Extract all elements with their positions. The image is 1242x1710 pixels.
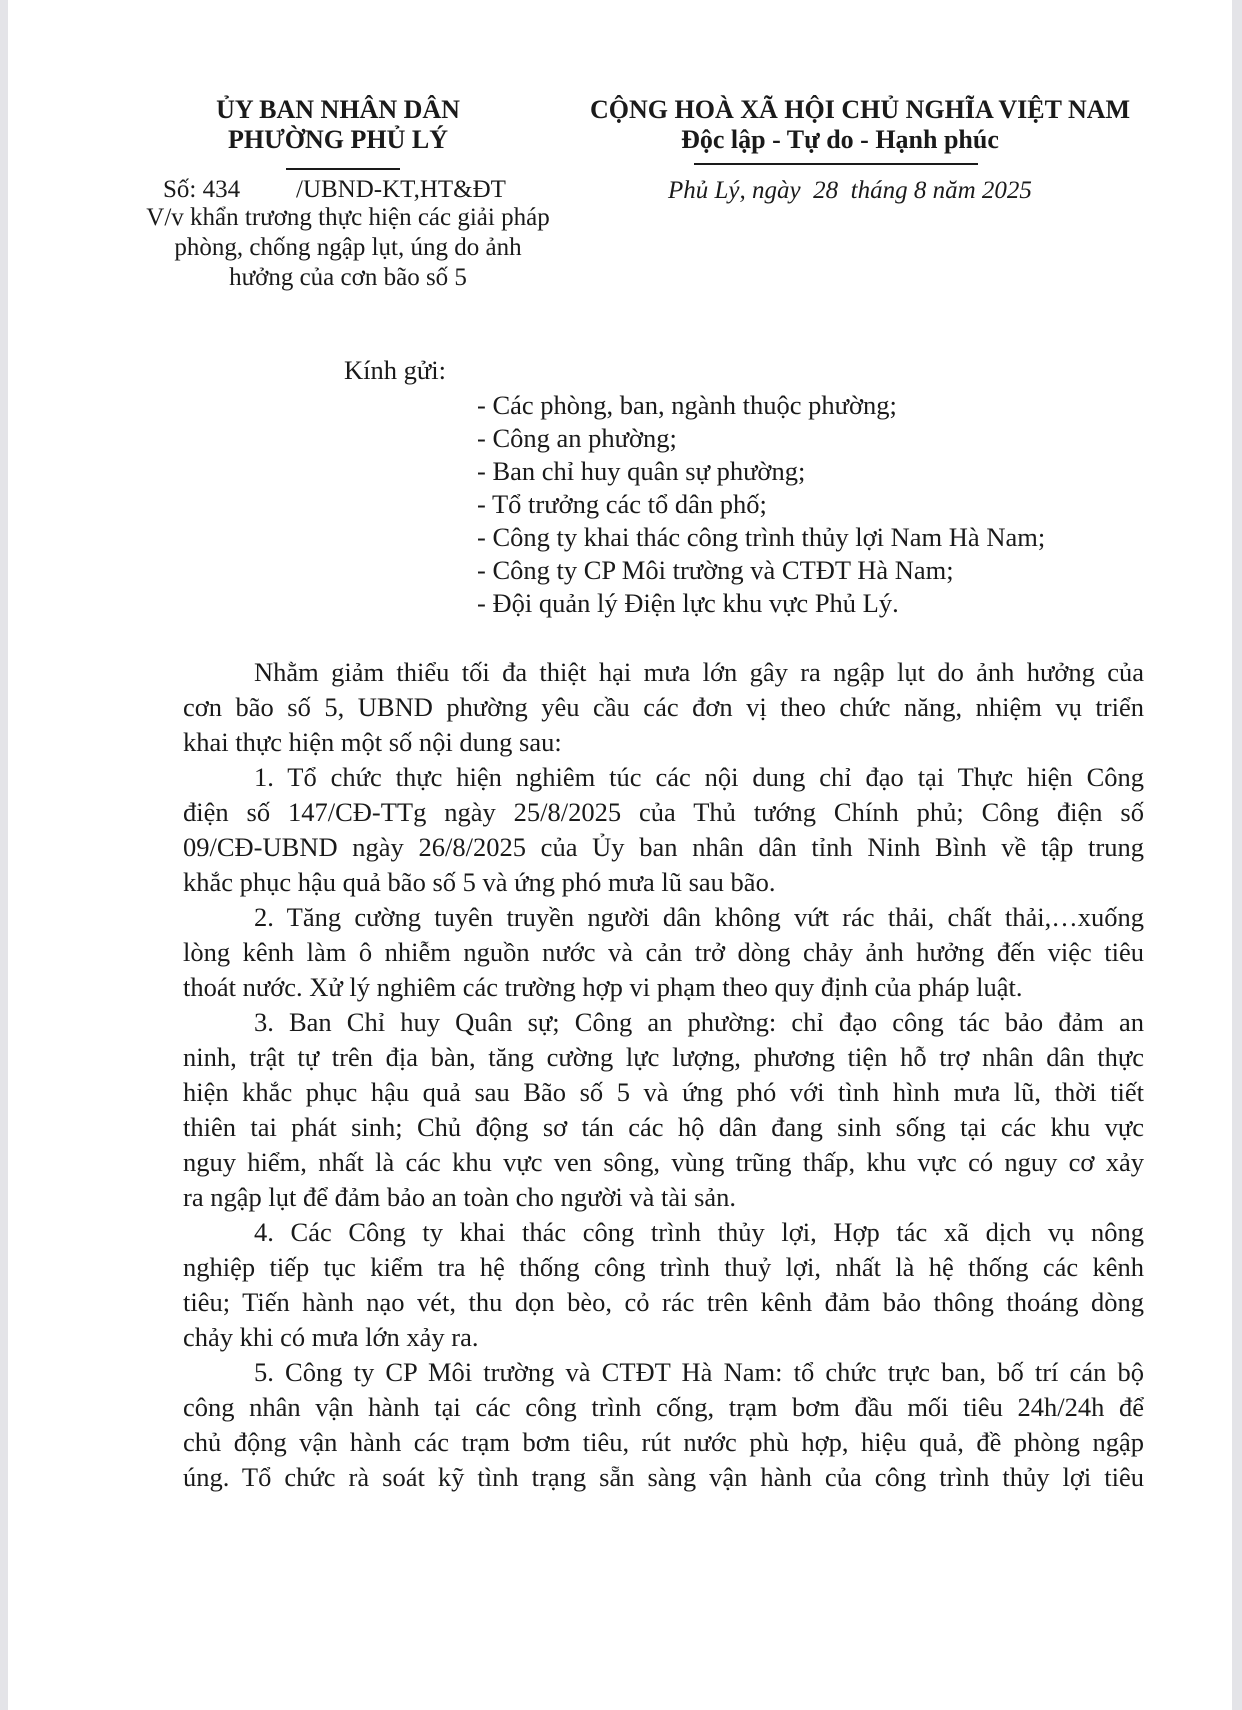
motto-underline	[694, 163, 978, 165]
body-line: thiên tai phát sinh; Chủ động sơ tán các hộ dân đang sinh sống tại các khu vực	[183, 1112, 1144, 1142]
place-date: Phủ Lý, ngày 28 tháng 8 năm 2025	[668, 177, 1032, 204]
recipients-label: Kính gửi:	[344, 355, 446, 385]
body-line: chảy khi có mưa lớn xảy ra.	[183, 1322, 479, 1352]
page-edge-right	[1232, 0, 1242, 1710]
body-line: khắc phục hậu quả bão số 5 và ứng phó mưa lũ sau bão.	[183, 867, 776, 897]
body-line: tiêu; Tiến hành nạo vét, thu dọn bèo, cỏ rác trên kênh đảm bảo thông thoáng dòng	[183, 1287, 1144, 1317]
subject-line: hưởng của cơn bão số 5	[229, 264, 467, 291]
recipient-item: - Công ty CP Môi trường và CTĐT Hà Nam;	[477, 555, 954, 585]
body-line: Nhằm giảm thiểu tối đa thiệt hại mưa lớn gây ra ngập lụt do ảnh hưởng của	[254, 657, 1144, 687]
body-line: thoát nước. Xử lý nghiêm các trường hợp vi phạm theo quy định của pháp luật.	[183, 972, 1023, 1002]
agency-name: ỦY BAN NHÂN DÂN	[216, 95, 460, 124]
recipient-item: - Tổ trưởng các tổ dân phố;	[477, 489, 767, 519]
body-line: 5. Công ty CP Môi trường và CTĐT Hà Nam: tổ chức trực ban, bố trí cán bộ	[254, 1357, 1144, 1387]
body-line: úng. Tổ chức rà soát kỹ tình trạng sẵn sàng vận hành của công trình thủy lợi tiêu	[183, 1462, 1144, 1492]
body-line: điện số 147/CĐ-TTg ngày 25/8/2025 của Thủ tướng Chính phủ; Công điện số	[183, 797, 1144, 827]
body-line: ra ngập lụt để đảm bảo an toàn cho người và tài sản.	[183, 1182, 737, 1212]
body-line: ninh, trật tự trên địa bàn, tăng cường lực lượng, phương tiện hỗ trợ nhân dân thực	[183, 1042, 1144, 1072]
body-line: 09/CĐ-UBND ngày 26/8/2025 của Ủy ban nhân dân tỉnh Ninh Bình về tập trung	[183, 832, 1144, 862]
subject-line: V/v khẩn trương thực hiện các giải pháp	[146, 204, 550, 231]
body-line: lòng kênh làm ô nhiễm nguồn nước và cản trở dòng chảy ảnh hưởng đến việc tiêu	[183, 937, 1144, 967]
recipient-item: - Các phòng, ban, ngành thuộc phường;	[477, 390, 897, 420]
body-line: hiện khắc phục hậu quả sau Bão số 5 và ứng phó với tình hình mưa lũ, thời tiết	[183, 1077, 1144, 1107]
subject-line: phòng, chống ngập lụt, úng do ảnh	[174, 234, 522, 261]
body-line: 3. Ban Chỉ huy Quân sự; Công an phường: chỉ đạo công tác bảo đảm an	[254, 1007, 1144, 1037]
recipient-item: - Công an phường;	[477, 423, 677, 453]
body-line: chủ động vận hành các trạm bơm tiêu, rút nước phù hợp, hiệu quả, đề phòng ngập	[183, 1427, 1144, 1457]
recipient-item: - Ban chỉ huy quân sự phường;	[477, 456, 806, 486]
page-edge-left	[0, 0, 8, 1710]
body-line: 2. Tăng cường tuyên truyền người dân không vứt rác thải, chất thải,…xuống	[254, 902, 1144, 932]
document-code: /UBND-KT,HT&ĐT	[296, 176, 506, 203]
body-line: cơn bão số 5, UBND phường yêu cầu các đơn vị theo chức năng, nhiệm vụ triển	[183, 692, 1144, 722]
document-number: Số: 434	[163, 176, 241, 203]
body-line: 4. Các Công ty khai thác công trình thủy lợi, Hợp tác xã dịch vụ nông	[254, 1217, 1144, 1247]
recipient-item: - Công ty khai thác công trình thủy lợi Nam Hà Nam;	[477, 522, 1046, 552]
body-line: nguy hiểm, nhất là các khu vực ven sông, vùng trũng thấp, khu vực có nguy cơ xảy	[183, 1147, 1144, 1177]
body-line: nghiệp tiếp tục kiểm tra hệ thống công trình thuỷ lợi, nhất là hệ thống các kênh	[183, 1252, 1144, 1282]
body-line: công nhân vận hành tại các công trình cống, trạm bơm đầu mối tiêu 24h/24h để	[183, 1392, 1144, 1422]
agency-underline	[286, 168, 400, 170]
body-line: khai thực hiện một số nội dung sau:	[183, 727, 562, 757]
body-line: 1. Tổ chức thực hiện nghiêm túc các nội dung chỉ đạo tại Thực hiện Công	[254, 762, 1144, 792]
agency-ward: PHƯỜNG PHỦ LÝ	[227, 125, 449, 154]
document-page	[8, 0, 1232, 1710]
national-motto: Độc lập - Tự do - Hạnh phúc	[681, 125, 999, 154]
national-title: CỘNG HOÀ XÃ HỘI CHỦ NGHĨA VIỆT NAM	[590, 95, 1131, 124]
recipient-item: - Đội quản lý Điện lực khu vực Phủ Lý.	[477, 588, 899, 618]
